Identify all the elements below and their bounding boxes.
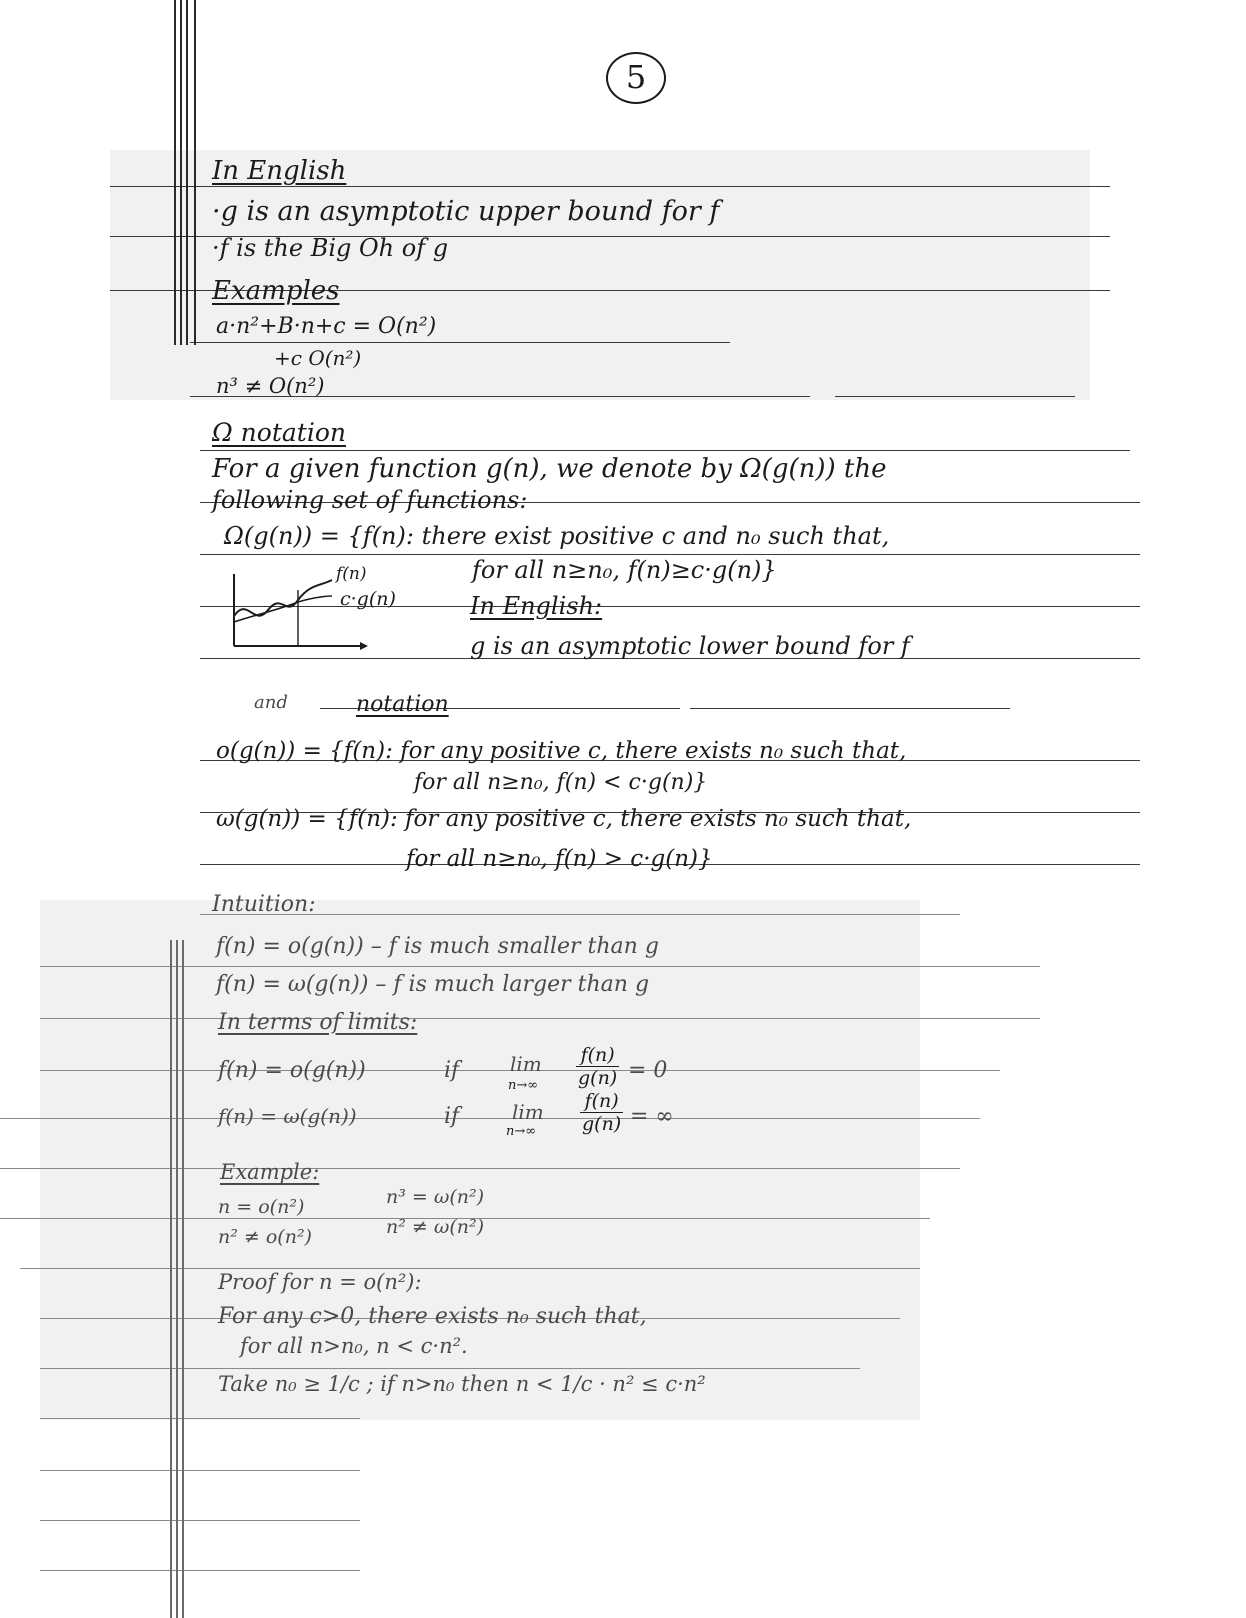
section-heading: Ω notation [212,418,346,447]
definition-line: following set of functions: [212,486,528,514]
page-number: 5 [625,58,647,96]
sketch-label: f(n) [336,564,367,584]
proof-line: For any c>0, there exists n₀ such that, [218,1304,647,1329]
sketch-label: c·g(n) [340,588,396,610]
definition-line: Ω(g(n)) = {f(n): there exist positive c and n₀ such that, [224,522,890,550]
ruled-line [40,1570,360,1571]
sketch-cg-curve [234,596,332,622]
margin-line [186,0,188,345]
example-formula: n² ≠ o(n²) [218,1226,312,1248]
heading-word: and [254,692,288,713]
proof-line: Take n₀ ≥ 1/c ; if n>n₀ then n < 1/c · n² ≤ c·n² [218,1372,706,1396]
ruled-line [0,1118,980,1119]
definition-line: For a given function g(n), we denote by Ω(g(n)) the [212,454,887,484]
definition-line: for all n≥n₀, f(n)≥c·g(n)} [472,556,777,584]
limit-rhs: = ∞ [630,1104,674,1129]
ruled-line [20,1268,920,1269]
paper-shade-top [110,150,1090,400]
fraction-denominator: g(n) [578,1067,618,1089]
margin-line [182,940,184,1618]
margin-line [170,940,172,1618]
ruled-line [200,450,1130,451]
limit-fraction [576,1044,619,1089]
note-line: f(n) = o(g(n)) – f is much smaller than g [216,934,659,959]
note-line: ·g is an asymptotic upper bound for f [212,196,720,227]
page-number-circle [606,52,666,104]
limit-lim: lim [510,1052,542,1076]
example-formula: n³ ≠ O(n²) [216,374,325,398]
definition-line: o(g(n)) = {f(n): for any positive c, there exists n₀ such that, [216,738,907,764]
section-heading: In English [212,156,347,186]
limit-if: if [444,1104,460,1129]
ruled-line [40,1018,1040,1019]
ruled-line [110,186,1110,187]
fraction-numerator: f(n) [576,1044,619,1067]
ruled-line [40,1470,360,1471]
ruled-line [190,342,730,343]
ruled-line [690,708,1010,709]
section-heading: In terms of limits: [218,1010,418,1035]
limit-rhs: = 0 [628,1058,668,1083]
fraction-denominator: g(n) [582,1113,622,1135]
example-formula: n² ≠ ω(n²) [386,1216,485,1238]
limit-sub: n→∞ [506,1124,537,1139]
margin-line [194,0,196,345]
note-line: f(n) = ω(g(n)) – f is much larger than g [216,972,650,997]
ruled-line [835,396,1075,397]
proof-line: for all n>n₀, n < c·n². [240,1334,468,1358]
section-heading: Proof for n = o(n²): [218,1270,422,1294]
definition-line: for all n≥n₀, f(n) < c·g(n)} [414,770,708,795]
note-line: g is an asymptotic lower bound for f [470,632,910,660]
example-formula: n = o(n²) [218,1196,305,1218]
example-formula: +c O(n²) [274,346,362,370]
definition-line: for all n≥n₀, f(n) > c·g(n)} [406,846,713,872]
section-heading: Examples [212,276,340,306]
section-heading: Example: [220,1160,320,1184]
ruled-line [40,1418,360,1419]
definition-line: ω(g(n)) = {f(n): for any positive c, there exists n₀ such that, [216,806,912,832]
section-heading: Intuition: [212,892,316,917]
limit-lhs: f(n) = o(g(n)) [218,1058,366,1083]
margin-line [176,940,178,1618]
example-formula: n³ = ω(n²) [386,1186,485,1208]
example-formula: a·n²+B·n+c = O(n²) [216,314,437,339]
limit-if: if [444,1058,460,1083]
subsection-heading: In English: [470,592,603,620]
ruled-line [200,554,1140,555]
limit-sub: n→∞ [508,1078,539,1093]
sketch-arrow [360,642,368,650]
ruled-line [40,1520,360,1521]
limit-lim: lim [512,1100,544,1124]
ruled-line [0,1168,960,1169]
limit-lhs: f(n) = ω(g(n)) [218,1104,357,1128]
note-line: ·f is the Big Oh of g [212,234,449,262]
ruled-line [40,966,1040,967]
section-heading: notation [356,692,449,717]
fraction-numerator: f(n) [580,1090,623,1113]
limit-fraction [580,1090,623,1135]
margin-line [174,0,176,345]
margin-line [180,0,182,345]
ruled-line [40,1368,860,1369]
